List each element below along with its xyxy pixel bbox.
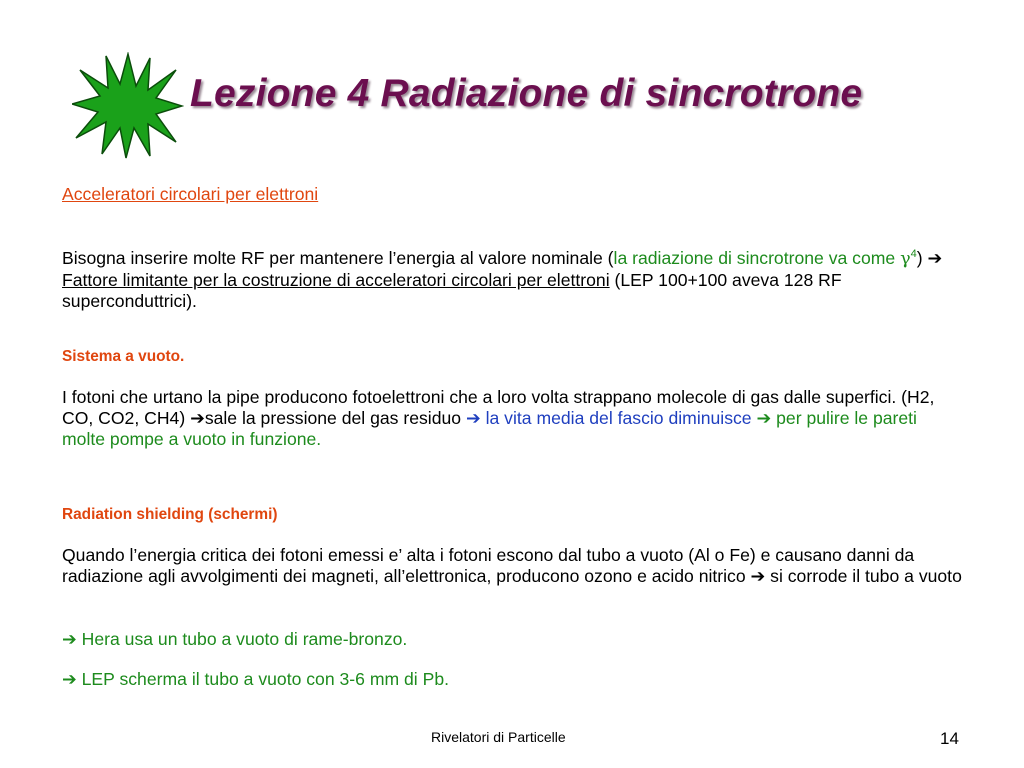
pressure-text: sale la pressione del gas residuo	[204, 408, 466, 428]
footer-course-name: Rivelatori di Particelle	[431, 729, 566, 745]
rf-text-start: Bisogna inserire molte RF per mantenere l’energia al valore nominale (	[62, 247, 614, 268]
pumps-text: per pulire le pareti molte pompe a vuoto in funzione.	[62, 408, 917, 449]
underlined-statement: Fattore limitante per la costruzione di acceleratori circolari per elettroni	[62, 269, 610, 290]
arrow-icon: ➔	[927, 247, 943, 268]
vacuum-text: I fotoni che urtano la pipe producono fotoelettroni che a loro volta strappano molecole di gas dalle superfici. (H2, CO, CO2, CH4)	[62, 387, 935, 428]
paragraph-shielding	[62, 545, 962, 587]
bullet-hera	[62, 629, 962, 650]
paragraph-rf: Bisogna inserire molte RF per mantenere l’energia al valore nominale (la radiazione di sincrotrone va come $\gamma^4$) ➔ Fattore limitante per la costruzione di acceleratori circolari per elettroni (LEP 100+100 aveva 128 RF superconduttrici).	[62, 247, 943, 311]
arrow-icon: ➔	[750, 566, 766, 586]
exponent: 4	[910, 248, 917, 260]
beam-lifetime-text: la vita media del fascio diminuisce	[485, 408, 752, 428]
hera-text: Hera usa un tubo a vuoto di rame-bronzo.	[81, 629, 408, 649]
rf-green-text: la radiazione di sincrotrone va come $\gamma^4$	[613, 247, 917, 269]
lep-rf-note: (LEP 100+100 aveva 128 RF superconduttrici).	[62, 269, 842, 311]
section-heading-vacuum: Sistema a vuoto.	[62, 348, 185, 365]
slide-title: Lezione 4 Radiazione di sincrotrone	[190, 72, 863, 115]
shielding-text: Quando l’energia critica dei fotoni emessi e’ alta i fotoni escono dal tubo a vuoto (Al o Fe) e causano danni da radiazione agli avvolgimenti dei magneti, all’elettronica, producono ozono e acido nitrico	[62, 545, 915, 586]
gamma-symbol: γ	[900, 248, 911, 269]
arrow-icon: ➔	[62, 669, 77, 689]
arrow-icon: ➔	[62, 629, 77, 649]
arrow-icon: ➔	[756, 408, 772, 428]
section-heading-accelerators: Acceleratori circolari per elettroni	[62, 184, 319, 204]
section-heading-shielding: Radiation shielding (schermi)	[62, 506, 278, 523]
lep-text: LEP scherma il tubo a vuoto con 3-6 mm di Pb.	[81, 669, 450, 689]
paragraph-vacuum	[62, 387, 962, 450]
bullet-lep	[62, 669, 962, 690]
arrow-icon: ➔	[190, 408, 205, 428]
green-star-icon	[72, 52, 184, 160]
page-number: 14	[940, 729, 959, 748]
arrow-icon: ➔	[465, 408, 481, 428]
corrosion-text: si corrode il tubo a vuoto	[765, 566, 962, 586]
